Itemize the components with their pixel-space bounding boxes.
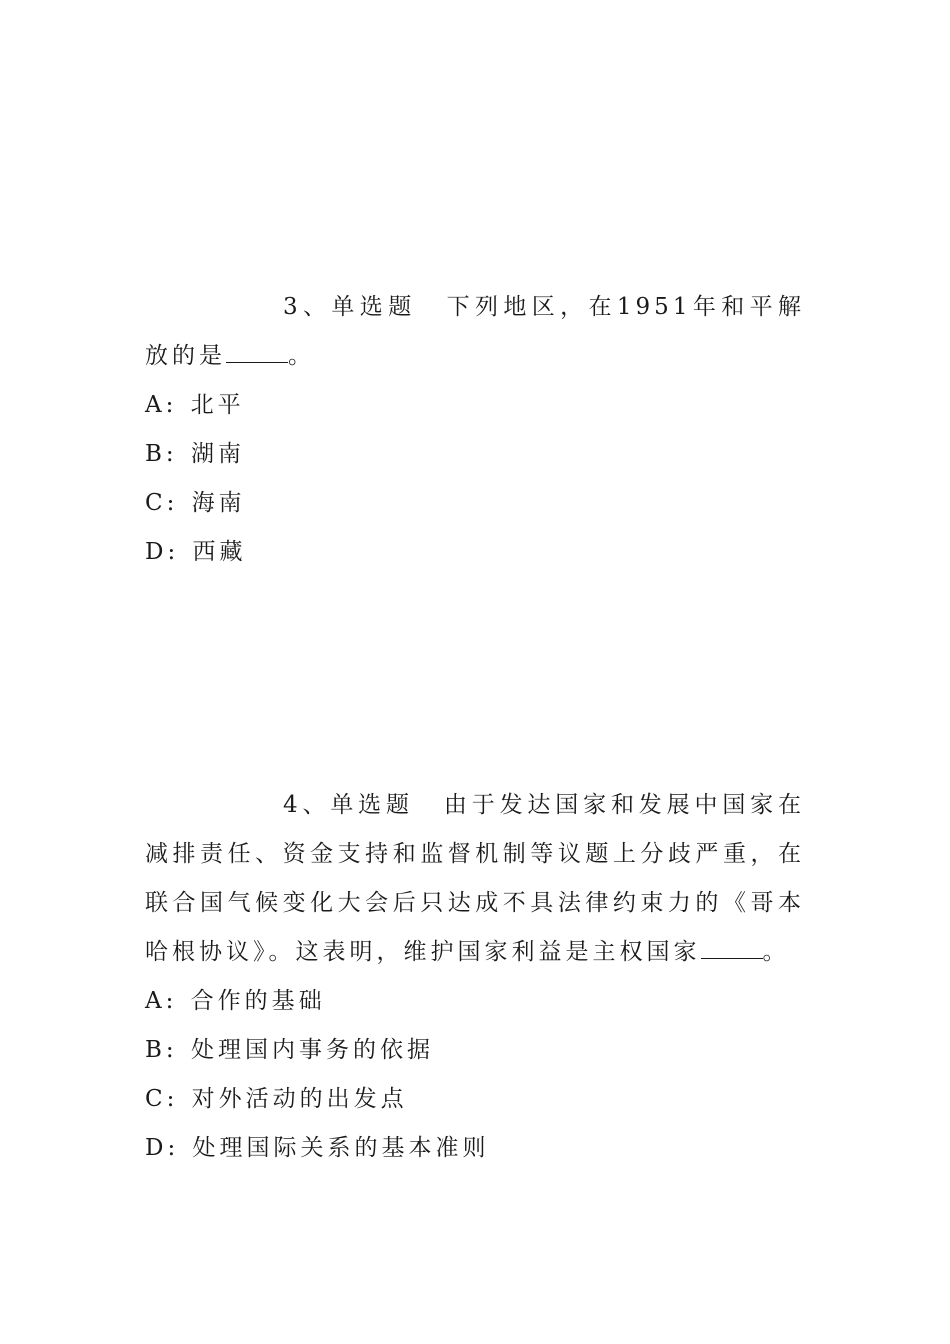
option-text: 北平 bbox=[190, 392, 245, 418]
option-text: 湖南 bbox=[190, 441, 245, 467]
option-letter: C: bbox=[145, 1086, 179, 1112]
option-letter: A: bbox=[145, 392, 178, 418]
option-c[interactable] bbox=[145, 479, 805, 528]
question-number: 3、 bbox=[283, 294, 332, 320]
option-letter: D: bbox=[145, 1135, 180, 1161]
option-text: 海南 bbox=[191, 490, 246, 516]
option-d[interactable] bbox=[145, 528, 805, 577]
option-a[interactable] bbox=[145, 381, 805, 430]
option-letter: B: bbox=[145, 1037, 178, 1063]
question-type: 单选题 bbox=[331, 294, 417, 320]
answer-blank bbox=[226, 342, 288, 363]
option-text: 处理国际关系的基本准则 bbox=[192, 1135, 490, 1161]
option-c[interactable] bbox=[145, 1075, 805, 1124]
question-text-end: 。 bbox=[288, 343, 315, 369]
question-stem bbox=[145, 781, 805, 977]
option-b[interactable] bbox=[145, 430, 805, 479]
option-text: 处理国内事务的依据 bbox=[190, 1037, 434, 1063]
question-type: 单选题 bbox=[330, 792, 414, 818]
option-letter: C: bbox=[145, 490, 179, 516]
option-text: 对外活动的出发点 bbox=[191, 1086, 408, 1112]
option-letter: D: bbox=[145, 539, 180, 565]
option-a[interactable] bbox=[145, 977, 805, 1026]
option-d[interactable] bbox=[145, 1124, 805, 1173]
option-b[interactable] bbox=[145, 1026, 805, 1075]
option-text: 合作的基础 bbox=[190, 988, 326, 1014]
answer-blank bbox=[701, 938, 763, 959]
option-letter: B: bbox=[145, 441, 178, 467]
question-4 bbox=[145, 781, 805, 1173]
question-text-end: 。 bbox=[762, 939, 790, 965]
question-text: 下列地区，在1951年和平解放的是 bbox=[145, 294, 806, 369]
question-text: 由于发达国家和发展中国家在减排责任、资金支持和监督机制等议题上分歧严重，在联合国气候变化大会后只达成不具法律约束力的《哥本哈根协议》。这表明，维护国家利益是主权国家 bbox=[145, 792, 806, 965]
question-3 bbox=[145, 283, 805, 577]
option-text: 西藏 bbox=[192, 539, 247, 565]
option-letter: A: bbox=[145, 988, 178, 1014]
question-stem bbox=[145, 283, 805, 381]
question-number: 4、 bbox=[283, 792, 331, 818]
